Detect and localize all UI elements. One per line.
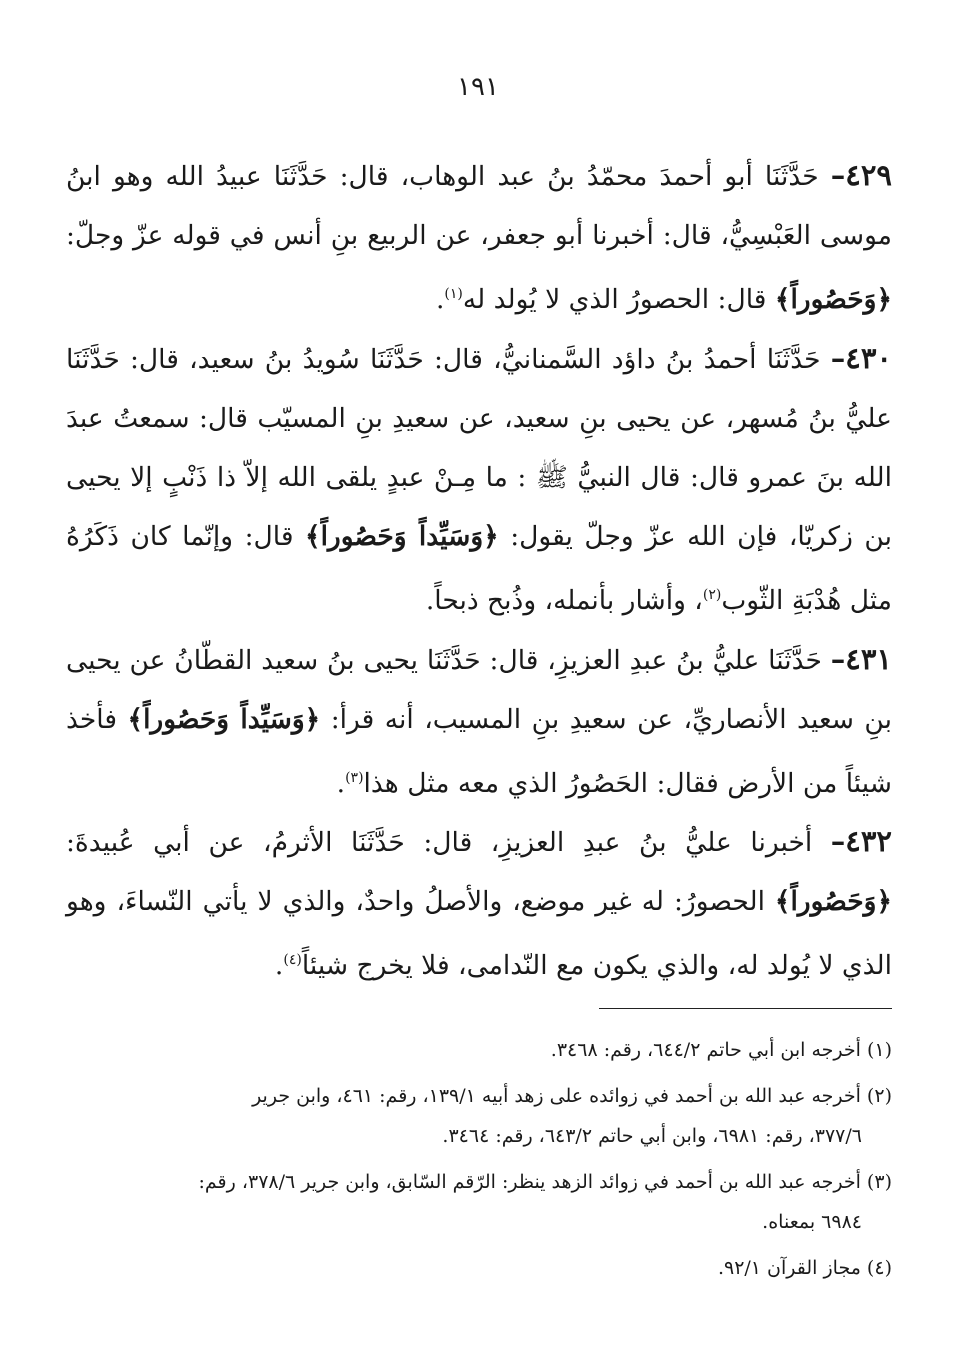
footnote-text: ٦٩٨٤ بمعناه.: [762, 1211, 862, 1233]
paragraph-text: فأخذ شيئاً من الأرض فقال: الحَصُورُ الذي معه مثل هذا: [66, 703, 892, 799]
paragraph-429: [66, 146, 892, 329]
footnote-3: [132, 1162, 892, 1242]
paragraph-text: أخبرنا عليُّ بنُ عبدِ العزيزِ، قال: حَدَّثَنَا الأثرمُ، عن أبي عُبيدةَ:: [66, 827, 813, 859]
footnote-ref: (٣): [345, 769, 364, 786]
footnote-ref: (٢): [702, 586, 722, 603]
quran-quote: ﴿وَسَيِّداً وَحَصُوراً﴾: [305, 520, 499, 552]
paragraph-text: ، وأشار بأنمله، وذُبح ذبحاً.: [425, 584, 703, 616]
footnote-text: ٣٧٧/٦، رقم: ٦٩٨١، وابن أبي حاتم ٦٤٣/٢، رقم: ٣٤٦٤.: [442, 1125, 862, 1147]
punctuation: .: [336, 767, 346, 799]
punctuation: .: [274, 950, 284, 982]
hadith-number: ٤٣٢–: [830, 824, 892, 859]
footnote-2: [132, 1076, 892, 1156]
quran-quote: ﴿وَحَصُوراً﴾: [774, 283, 892, 315]
quran-quote: ﴿وَحَصُوراً﴾: [774, 886, 892, 918]
hadith-number: ٤٣١–: [830, 641, 892, 676]
paragraph-text: قال: وإنّما كان ذَكَرُهُ مثل هُدْبَةِ الثّوب: [66, 520, 892, 616]
hadith-number: ٤٣٠–: [830, 340, 892, 375]
footnote-text: (٤) مجاز القرآن ٩٢/١.: [717, 1257, 892, 1279]
footnote-text: (٣) أخرجه عبد الله بن أحمد في زوائد الزهد ينظر: الرّقم السّابق، وابن جرير ٣٧٨/٦، رقم:: [198, 1171, 892, 1193]
footnote-text: (١) أخرجه ابن أبي حاتم ٦٤٤/٢، رقم: ٣٤٦٨.: [550, 1039, 892, 1061]
footnote-text: (٢) أخرجه عبد الله بن أحمد في زوائده على زهد أبيه ١٣٩/١، رقم: ٤٦١، وابن جرير: [252, 1085, 892, 1107]
footnote-4: [132, 1248, 892, 1288]
paragraph-430: [66, 329, 892, 630]
paragraph-text: حَدَّثَنَا أبو أحمدَ محمّدُ بنُ عبد الوهاب، قال: حَدَّثَنَا عبيدُ الله: [165, 161, 819, 192]
paragraph-text: قال: الحصورُ الذي لا يُولد له: [462, 283, 767, 315]
footnote-divider: [599, 1008, 892, 1009]
paragraph-432: [66, 812, 892, 995]
paragraph-text: عزّ وجلّ:: [66, 220, 164, 251]
footnote-ref: (١): [444, 286, 463, 302]
paragraph-431: [66, 630, 892, 813]
paragraph-text: الحصورُ: له غير موضع، والأصلُ واحدٌ، والذي لا يأتي النّساءَ، وهو الذي لا يُولد له، والذي يكون مع النّدامى، فلا يخرج شيئاً: [66, 886, 892, 982]
paragraph-text: وهو ابنُ موسى العَبْسِيُّ، قال: أخبرنا أبو جعفر، عن الربيع بنِ أنس في قوله: [66, 161, 892, 251]
main-text: [66, 146, 892, 995]
punctuation: .: [435, 283, 445, 315]
footnote-ref: (٤): [283, 952, 302, 969]
paragraph-text: حَدَّثَنَا عليُّ بنُ عبدِ العزيزِ، قال: حَدَّثَنَا يحيى بنُ سعيد القطّانُ عن يحيى بنِ سعيد الأنصاريِّ، عن سعيدِ بنِ المسيب، أنه قرأ:: [66, 644, 892, 735]
footnote-1: [132, 1030, 892, 1070]
footnotes: [132, 1030, 892, 1294]
hadith-number: ٤٢٩–: [830, 158, 892, 192]
page-number: ١٩١: [457, 72, 499, 102]
paragraph-text: حَدَّثَنَا أحمدُ بنُ داؤد السَّمنانيُّ، قال: حَدَّثَنَا سُويدُ بنُ سعيد، قال: حَدَّثَنَا عليُّ بنُ مُسهر، عن يحيى بنِ سعيد، عن سعيدِ بنِ المسيّب قال: سمعتُ عبدَ الله بنَ عمرو قال: قال النبيُّ ﷺ : ما مِـنْ عبدٍ يلقى الله إلاّ ذا ذَنْبٍ إلا يحيى بن زكريّا، فإن الله عزّ وجلّ يقول:: [66, 343, 892, 552]
quran-quote: ﴿وَسَيِّداً وَحَصُوراً﴾: [127, 703, 321, 735]
